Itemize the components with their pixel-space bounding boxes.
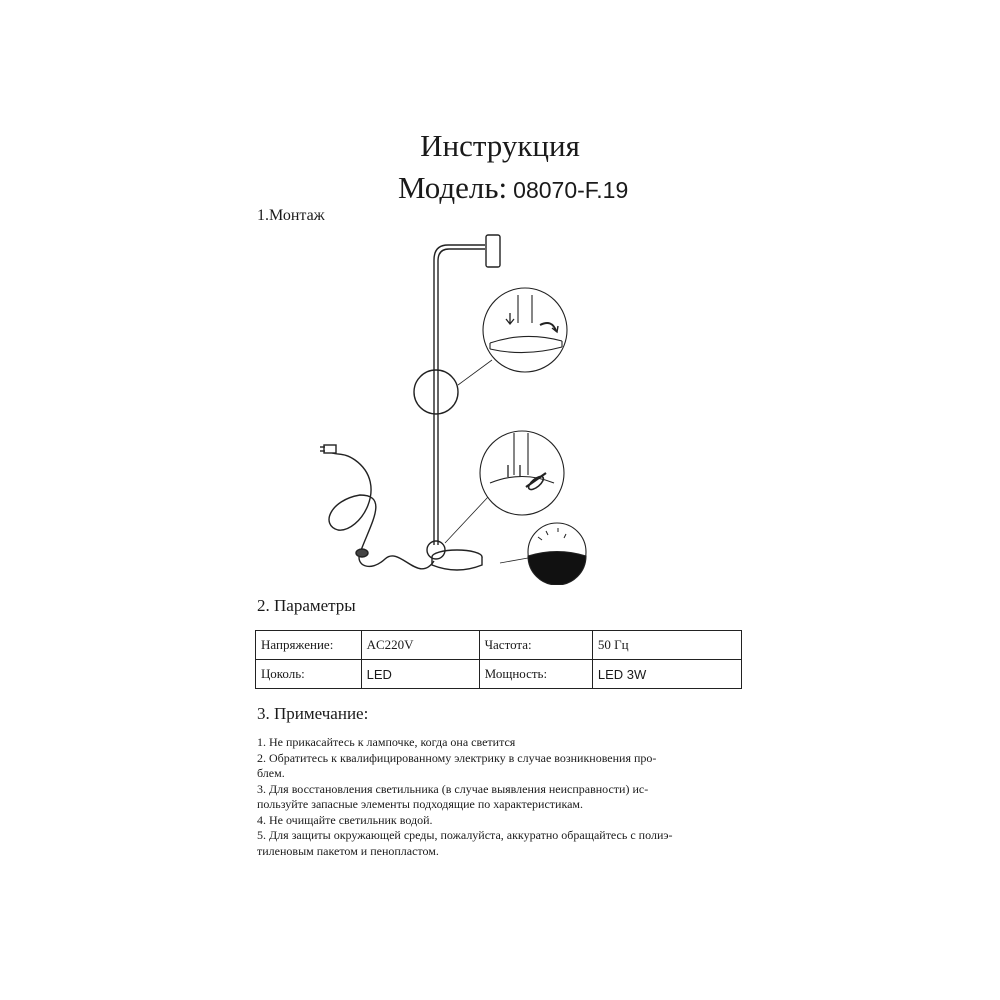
detail-circle-screw-icon (480, 431, 564, 515)
floor-lamp-icon (320, 235, 500, 570)
table-row (256, 631, 742, 660)
table-cell: LED 3W (592, 660, 741, 689)
notes-list (257, 735, 747, 859)
list-item: пользуйте запасные элементы подходящие по характеристикам. (257, 797, 584, 811)
list-item: 2. Обратитесь к квалифицированному электрику в случае возникновения про- (257, 750, 657, 765)
list-item: тиленовым пакетом и пенопластом. (257, 843, 439, 858)
table-cell: Напряжение: (256, 631, 362, 660)
list-item: 5. Для защиты окружающей среды, пожалуйста, аккуратно обращайтесь с полиэ- (257, 828, 673, 842)
floor-lamp-assembly-diagram-icon (300, 225, 600, 585)
document-title: Инструкция (420, 128, 580, 163)
list-item: 1. Не прикасайтесь к лампочке, когда она светится (257, 735, 516, 749)
section-heading-parameters: 2. Параметры (257, 596, 356, 615)
table-cell: Цоколь: (256, 660, 362, 689)
model-label: Модель: (398, 170, 508, 205)
list-item: блем. (257, 766, 285, 780)
model-code: 08070-F.19 (513, 177, 629, 203)
table-row (256, 660, 742, 689)
table-cell: 50 Гц (592, 631, 741, 660)
parameters-table (255, 630, 742, 689)
table-cell: LED (361, 660, 479, 689)
list-item: 4. Не очищайте светильник водой. (257, 812, 433, 827)
section-heading-mounting: 1.Монтаж (257, 207, 325, 224)
table-cell: Частота: (479, 631, 592, 660)
table-cell: AC220V (361, 631, 479, 660)
detail-circle-base-icon (500, 523, 586, 585)
model-line (398, 170, 628, 206)
section-heading-notes: 3. Примечание: (257, 704, 369, 723)
list-item: 3. Для восстановления светильника (в случае выявления неисправности) ис- (257, 781, 649, 796)
table-cell: Мощность: (479, 660, 592, 689)
detail-circle-joint-icon (483, 288, 567, 372)
